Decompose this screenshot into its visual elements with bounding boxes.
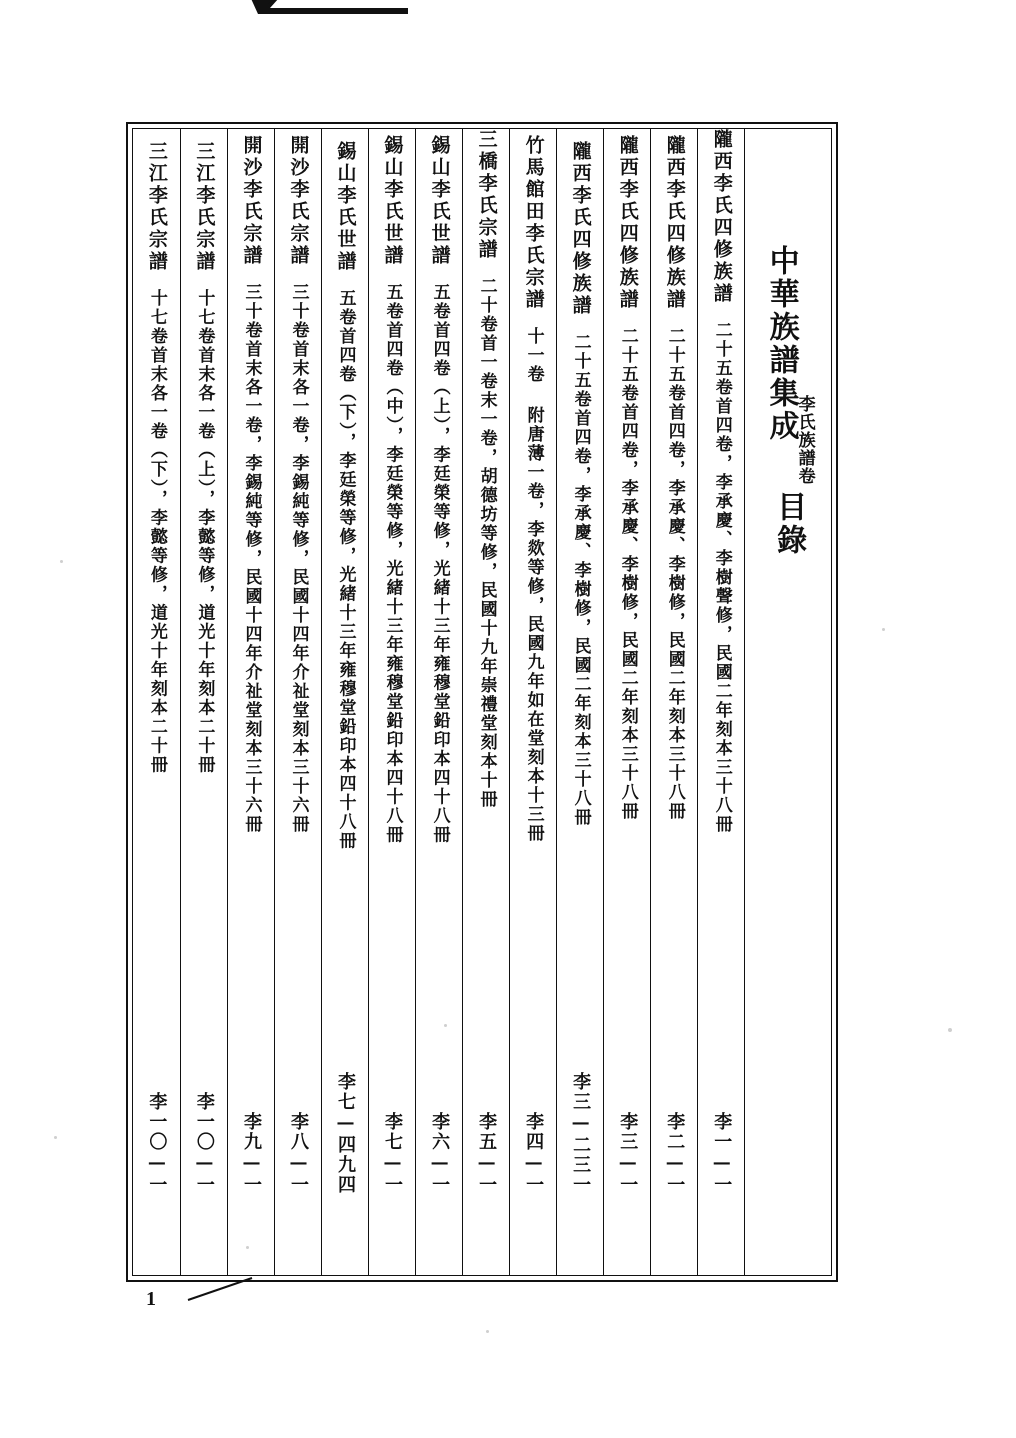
catalog-entry[interactable] (697, 129, 744, 1275)
scan-speck (882, 628, 885, 631)
catalog-entry[interactable] (133, 129, 180, 1275)
catalog-entry[interactable] (180, 129, 227, 1275)
toc-heading: 目錄 (771, 491, 807, 557)
entry-page-number: 李四—一 (523, 1112, 545, 1195)
page-subtitle: 李氏族譜卷 (794, 395, 815, 485)
entry-page-number: 李七—一 (382, 1112, 404, 1195)
page-title: 中華族譜集成 (763, 245, 799, 443)
entry-title: 三江李氏宗譜 (193, 141, 216, 273)
entry-description: 十七卷首末各一卷（上），李懿等修，道光十年刻本二十冊 (194, 289, 215, 775)
entry-page-number: 李一〇—一 (193, 1092, 215, 1195)
entry-page-number: 李三—一 (617, 1112, 639, 1195)
entry-description: 十七卷首末各一卷（下），李懿等修，道光十年刻本二十冊 (146, 289, 167, 775)
entry-description: 五卷首四卷（中），李廷榮等修，光緒十三年雍穆堂鉛印本四十八冊 (382, 283, 403, 845)
entry-title: 隴西李氏四修族譜 (569, 141, 592, 317)
catalog-entry[interactable] (650, 129, 697, 1275)
entry-title: 錫山李氏世譜 (334, 141, 357, 273)
entry-title: 隴西李氏四修族譜 (710, 129, 733, 305)
entry-description: 十一卷 附唐薄一卷，李欻等修，民國九年如在堂刻本十三冊 (523, 327, 544, 843)
catalog-table (126, 122, 838, 1282)
entry-page-number: 李五—一 (476, 1112, 498, 1195)
entry-description: 二十五卷首四卷，李承慶、李樹修，民國二年刻本三十八冊 (664, 327, 685, 821)
entry-description: 五卷首四卷（下），李廷榮等修，光緒十三年雍穆堂鉛印本四十八冊 (335, 289, 356, 851)
registration-mark (248, 0, 408, 14)
entry-title: 錫山李氏世譜 (381, 135, 404, 267)
folio-tick-mark (186, 1276, 256, 1302)
catalog-entry[interactable] (603, 129, 650, 1275)
entry-title: 三江李氏宗譜 (145, 141, 168, 273)
catalog-columns (132, 128, 832, 1276)
entry-page-number: 李八—一 (287, 1112, 309, 1195)
entry-page-number: 李一〇—一 (146, 1092, 168, 1195)
entry-title: 開沙李氏宗譜 (287, 135, 310, 267)
scan-speck (948, 1028, 952, 1032)
entry-title: 隴西李氏四修族譜 (616, 135, 639, 311)
catalog-entry[interactable] (321, 129, 368, 1275)
catalog-entry[interactable] (462, 129, 509, 1275)
entry-description: 三十卷首末各一卷，李錫純等修，民國十四年介祉堂刻本三十六冊 (288, 283, 309, 834)
entry-page-number: 李九—一 (240, 1112, 262, 1195)
entry-description: 二十五卷首四卷，李承慶、李樹聲修，民國二年刻本三十八冊 (711, 321, 732, 834)
entry-description: 三十卷首末各一卷，李錫純等修，民國十四年介祉堂刻本三十六冊 (241, 283, 262, 834)
catalog-entry[interactable] (556, 129, 603, 1275)
entry-title: 開沙李氏宗譜 (240, 135, 263, 267)
catalog-title-column (744, 129, 831, 1275)
entry-title: 錫山李氏世譜 (428, 135, 451, 267)
entry-page-number: 李三—二三一 (570, 1072, 592, 1195)
entry-description: 五卷首四卷（上），李廷榮等修，光緒十三年雍穆堂鉛印本四十八冊 (429, 283, 450, 845)
entry-page-number: 李一—一 (711, 1112, 733, 1195)
entry-description: 二十卷首一卷末一卷，胡德坊等修，民國十九年崇禮堂刻本十冊 (476, 277, 497, 809)
entry-page-number: 李六—一 (429, 1112, 451, 1195)
entry-page-number: 李二—一 (664, 1112, 686, 1195)
catalog-title-group (763, 245, 815, 485)
entry-description: 二十五卷首四卷，李承慶、李樹修，民國二年刻本三十八冊 (617, 327, 638, 821)
catalog-entry[interactable] (227, 129, 274, 1275)
catalog-entry[interactable] (509, 129, 556, 1275)
catalog-entry[interactable] (415, 129, 462, 1275)
catalog-entry[interactable] (368, 129, 415, 1275)
entry-title: 三橋李氏宗譜 (475, 129, 498, 261)
folio-number: 1 (146, 1288, 156, 1310)
entry-title: 隴西李氏四修族譜 (663, 135, 686, 311)
scan-speck (54, 1136, 57, 1139)
catalog-entry[interactable] (274, 129, 321, 1275)
entry-description: 二十五卷首四卷，李承慶、李樹修，民國二年刻本三十八冊 (570, 333, 591, 827)
scan-speck (486, 1330, 489, 1333)
entry-title: 竹馬館田李氏宗譜 (522, 135, 545, 311)
entry-page-number: 李七—四九四 (335, 1072, 356, 1195)
scan-speck (60, 560, 63, 563)
